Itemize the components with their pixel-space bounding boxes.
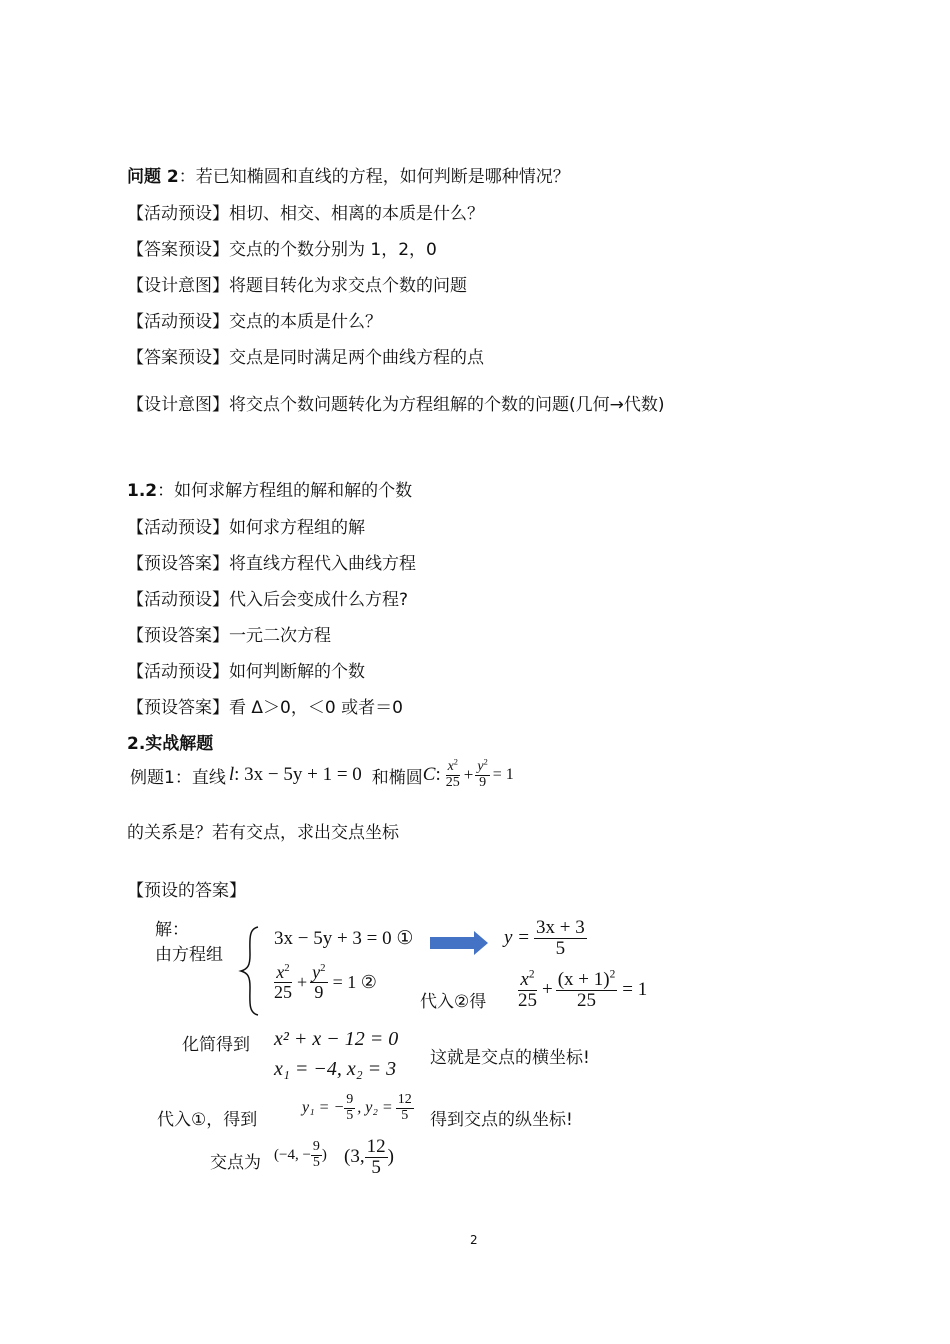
p2-frac [365, 1137, 388, 1178]
colon: : [435, 764, 441, 786]
y-numerator: 3x + 3 [536, 917, 585, 938]
row-tag: 【活动预设】 [127, 312, 229, 332]
p2-close: ) [387, 1146, 394, 1168]
answer-title: 【预设的答案】 [127, 881, 246, 901]
row-text: 交点的本质是什么？ [229, 312, 382, 332]
p2-numerator: 12 [366, 1136, 386, 1157]
example-tail: 的关系是？若有交点，求出交点坐标 [127, 823, 399, 843]
denominator-25: 25 [445, 774, 460, 790]
y1-numerator: 9 [346, 1092, 354, 1107]
x-var: x [276, 962, 285, 982]
y2-denominator: 5 [401, 1107, 409, 1123]
p2-open: (3, [344, 1146, 365, 1168]
substitute-1-label: 代入①，得到 [157, 1110, 258, 1130]
substituted-equation [516, 970, 647, 1011]
row-text: 交点是同时满足两个曲线方程的点 [229, 348, 484, 368]
exponent: 2 [609, 968, 616, 981]
p2-denominator: 5 [371, 1156, 381, 1178]
ellipse-frac-y [475, 757, 489, 790]
exponent: 2 [528, 968, 535, 981]
question-2 [127, 162, 570, 187]
row-tag: 【设计意图】 [127, 276, 229, 296]
row-text: 看 Δ＞0，＜0 或者＝0 [229, 698, 403, 718]
eq2-frac-x [272, 963, 294, 1002]
exponent: 2 [483, 757, 488, 767]
y-frac [534, 918, 587, 959]
section-2-title: 2.实战解题 [127, 734, 214, 754]
denominator-25: 25 [577, 989, 596, 1011]
x-var: x [447, 759, 454, 774]
point-1 [274, 1140, 327, 1170]
row-answer-2 [127, 343, 484, 368]
row-activity-2 [127, 307, 382, 332]
denominator-25: 25 [274, 981, 292, 1002]
and-ellipse: 和椭圆 [371, 767, 423, 788]
simplify-label: 化简得到 [182, 1035, 250, 1055]
y-equals: y = [504, 927, 531, 949]
eq2-frac-y [310, 963, 327, 1002]
y-denominator: 5 [555, 937, 566, 959]
line-l: l [228, 764, 235, 786]
row2-answer-3 [127, 693, 403, 718]
row-text: 将直线方程代入曲线方程 [229, 554, 416, 574]
row-tag: 【活动预设】 [127, 518, 229, 538]
row-tag: 【活动预设】 [127, 662, 229, 682]
plus-sign: + [542, 979, 553, 1001]
row2-activity-2 [127, 585, 408, 610]
row-text: 如何判断解的个数 [229, 662, 365, 682]
x-plus-1: (x + 1) [557, 969, 610, 990]
row-tag: 【活动预设】 [127, 204, 229, 224]
row-intent-1 [127, 271, 467, 296]
row-tag: 【预设答案】 [127, 626, 229, 646]
ellipse-frac-x [444, 757, 462, 790]
section-1-2-prefix: 1.2 [127, 481, 158, 501]
y2-numerator: 12 [397, 1092, 412, 1107]
roots: x₁ = −4, x₂ = 3 [274, 1058, 397, 1080]
sub-frac-x [516, 970, 539, 1011]
plus-sign: + [463, 765, 474, 785]
system-label: 由方程组 [155, 945, 223, 965]
right-arrow-icon [430, 930, 490, 956]
exponent: 2 [453, 757, 458, 767]
y1-label: y₁ = − [302, 1099, 345, 1117]
row-text: 代入后会变成什么方程? [229, 590, 409, 610]
sub-frac-xplus1 [556, 970, 618, 1011]
question-2-text: ：若已知椭圆和直线的方程，如何判断是哪种情况？ [178, 167, 570, 187]
quadratic-equation: x² + x − 12 = 0 [274, 1028, 399, 1050]
row-text: 将交点个数问题转化为方程组解的个数的问题(几何→代数) [229, 395, 665, 415]
line-equation: : 3x − 5y + 1 = 0 [234, 764, 362, 786]
left-brace-icon [238, 925, 262, 1017]
sub-equals: = 1 [622, 979, 648, 1001]
row-text: 将题目转化为求交点个数的问题 [229, 276, 467, 296]
row-tag: 【答案预设】 [127, 240, 229, 260]
row2-activity-3 [127, 657, 365, 682]
point-2 [344, 1137, 394, 1178]
row-text: 一元二次方程 [229, 626, 331, 646]
row-intent-2 [127, 390, 665, 415]
row-text: 相切、相交、相离的本质是什么？ [229, 204, 484, 224]
row-activity-1 [127, 199, 484, 224]
equals-1: = 1 [492, 766, 514, 784]
y1-frac [344, 1093, 355, 1123]
page-number: 2 [470, 1233, 478, 1247]
section-1-2-text: ：如何求解方程组的解和解的个数 [157, 481, 413, 501]
system-eq2 [272, 963, 377, 1002]
question-2-prefix: 问题 2 [127, 167, 179, 187]
y-var: y [312, 962, 321, 982]
row2-answer-1 [127, 549, 416, 574]
substitute-label: 代入②得 [420, 992, 487, 1012]
exponent: 2 [284, 962, 290, 974]
points-label: 交点为 [210, 1153, 261, 1173]
abscissa-note: 这就是交点的横坐标! [430, 1048, 590, 1068]
eq2-tail: = 1 ② [332, 971, 377, 992]
solution-jie: 解： [155, 920, 189, 940]
denominator-9: 9 [314, 981, 324, 1002]
y1-denominator: 5 [346, 1107, 354, 1123]
exponent: 2 [320, 962, 326, 974]
row-answer-1 [127, 235, 437, 260]
p1-denominator: 5 [312, 1154, 320, 1170]
y2-frac [396, 1093, 414, 1123]
row-tag: 【设计意图】 [127, 395, 229, 415]
y-values [302, 1093, 414, 1123]
example-label: 例题1：直线 [130, 767, 226, 788]
example-1 [130, 757, 514, 790]
row-text: 如何求方程组的解 [229, 518, 365, 538]
x-var: x [520, 969, 529, 990]
y2-label: , y₂ = [357, 1099, 393, 1117]
system-eq1: 3x − 5y + 3 = 0 ① [274, 928, 414, 949]
curve-c: C [422, 764, 436, 786]
plus-sign: + [297, 971, 308, 992]
y-var: y [477, 759, 484, 774]
p1-frac [311, 1140, 322, 1170]
row-text: 交点的个数分别为 1，2，0 [229, 240, 437, 260]
p1-numerator: 9 [312, 1139, 320, 1154]
row2-answer-2 [127, 621, 331, 646]
ordinate-note: 得到交点的纵坐标! [430, 1110, 573, 1130]
row-tag: 【预设答案】 [127, 698, 229, 718]
row2-activity-1 [127, 513, 365, 538]
row-tag: 【答案预设】 [127, 348, 229, 368]
p1-close: ) [321, 1146, 327, 1163]
denominator-9: 9 [479, 774, 487, 790]
row-tag: 【预设答案】 [127, 554, 229, 574]
y-expression [504, 918, 587, 959]
row-tag: 【活动预设】 [127, 590, 229, 610]
section-1-2 [127, 476, 412, 501]
denominator-25: 25 [518, 989, 537, 1011]
p1-open: (−4, − [274, 1146, 311, 1163]
